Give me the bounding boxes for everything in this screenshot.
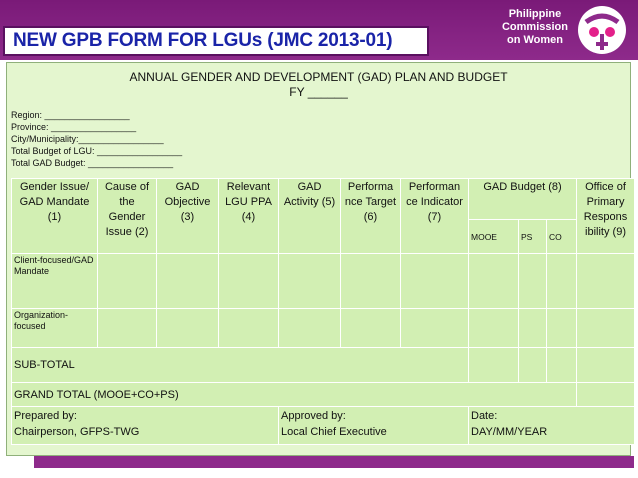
table-cell xyxy=(469,254,519,309)
budget-ps-header: PS xyxy=(519,220,547,254)
approved-by-label: Approved by: xyxy=(281,410,346,422)
prepared-by xyxy=(12,407,279,445)
signature-row xyxy=(12,407,635,445)
col-header-4: Relevant LGU PPA (4) xyxy=(219,179,279,254)
table-cell xyxy=(98,309,157,348)
form-panel xyxy=(6,62,631,456)
table-cell xyxy=(341,309,401,348)
prepared-by-label: Prepared by: xyxy=(14,410,77,422)
org-name-line-3: on Women xyxy=(506,34,563,46)
table-cell xyxy=(577,309,635,348)
gad-plan-table xyxy=(11,178,635,445)
org-name-line-2: Commission xyxy=(501,21,568,33)
date-value: DAY/MM/YEAR xyxy=(471,426,548,438)
table-cell xyxy=(279,254,341,309)
prepared-by-value: Chairperson, GFPS-TWG xyxy=(14,426,140,438)
table-cell xyxy=(279,309,341,348)
table-cell xyxy=(98,254,157,309)
table-cell xyxy=(469,348,519,383)
table-cell xyxy=(401,254,469,309)
budget-co-header: CO xyxy=(547,220,577,254)
form-heading: ANNUAL GENDER AND DEVELOPMENT (GAD) PLAN AND BUDGET xyxy=(129,70,508,84)
table-cell xyxy=(577,383,635,407)
row-label-client: Client-focused/GAD Mandate xyxy=(12,254,98,309)
field-gad-budget: Total GAD Budget: _________________ xyxy=(11,158,174,168)
slide-title-box xyxy=(3,26,429,56)
col-header-7: Performan ce Indicator (7) xyxy=(401,179,469,254)
date-cell xyxy=(469,407,635,445)
grand-total-label: GRAND TOTAL (MOOE+CO+PS) xyxy=(12,383,577,407)
table-cell xyxy=(519,309,547,348)
field-city: City/Municipality:_________________ xyxy=(11,134,164,144)
col-header-8: GAD Budget (8) xyxy=(469,179,577,220)
fiscal-year: FY ______ xyxy=(289,85,348,99)
col-header-5: GAD Activity (5) xyxy=(279,179,341,254)
table-row xyxy=(12,254,635,309)
footer-bar xyxy=(34,456,634,468)
subtotal-label: SUB-TOTAL xyxy=(12,348,469,383)
col-header-1: Gender Issue/ GAD Mandate (1) xyxy=(12,179,98,254)
table-cell xyxy=(401,309,469,348)
table-cell xyxy=(519,348,547,383)
approved-by-value: Local Chief Executive xyxy=(281,426,387,438)
field-region: Region: _________________ xyxy=(11,110,130,120)
org-name-line-1: Philippine xyxy=(508,8,562,20)
table-row xyxy=(12,383,635,407)
approved-by xyxy=(279,407,469,445)
row-label-org: Organization-focused xyxy=(12,309,98,348)
date-label: Date: xyxy=(471,410,498,422)
org-name xyxy=(502,8,568,47)
table-cell xyxy=(547,309,577,348)
field-province: Province: _________________ xyxy=(11,122,137,132)
table-cell xyxy=(219,254,279,309)
table-row xyxy=(12,348,635,383)
table-cell xyxy=(219,309,279,348)
table-cell xyxy=(157,309,219,348)
col-header-9: Office of Primary Respons ibility (9) xyxy=(577,179,635,254)
budget-mooe-header: MOOE xyxy=(469,220,519,254)
col-header-2: Cause of the Gender Issue (2) xyxy=(98,179,157,254)
table-cell xyxy=(341,254,401,309)
table-cell xyxy=(547,254,577,309)
table-cell xyxy=(577,254,635,309)
table-row xyxy=(12,309,635,348)
field-lgu-budget: Total Budget of LGU: _________________ xyxy=(11,146,183,156)
table-cell xyxy=(547,348,577,383)
table-cell xyxy=(157,254,219,309)
slide-title: NEW GPB FORM FOR LGUs (JMC 2013-01) xyxy=(13,30,393,51)
table-cell xyxy=(577,348,635,383)
table-cell xyxy=(469,309,519,348)
col-header-3: GAD Objective (3) xyxy=(157,179,219,254)
col-header-6: Performa nce Target (6) xyxy=(341,179,401,254)
pcw-logo-icon xyxy=(574,4,630,56)
table-cell xyxy=(519,254,547,309)
